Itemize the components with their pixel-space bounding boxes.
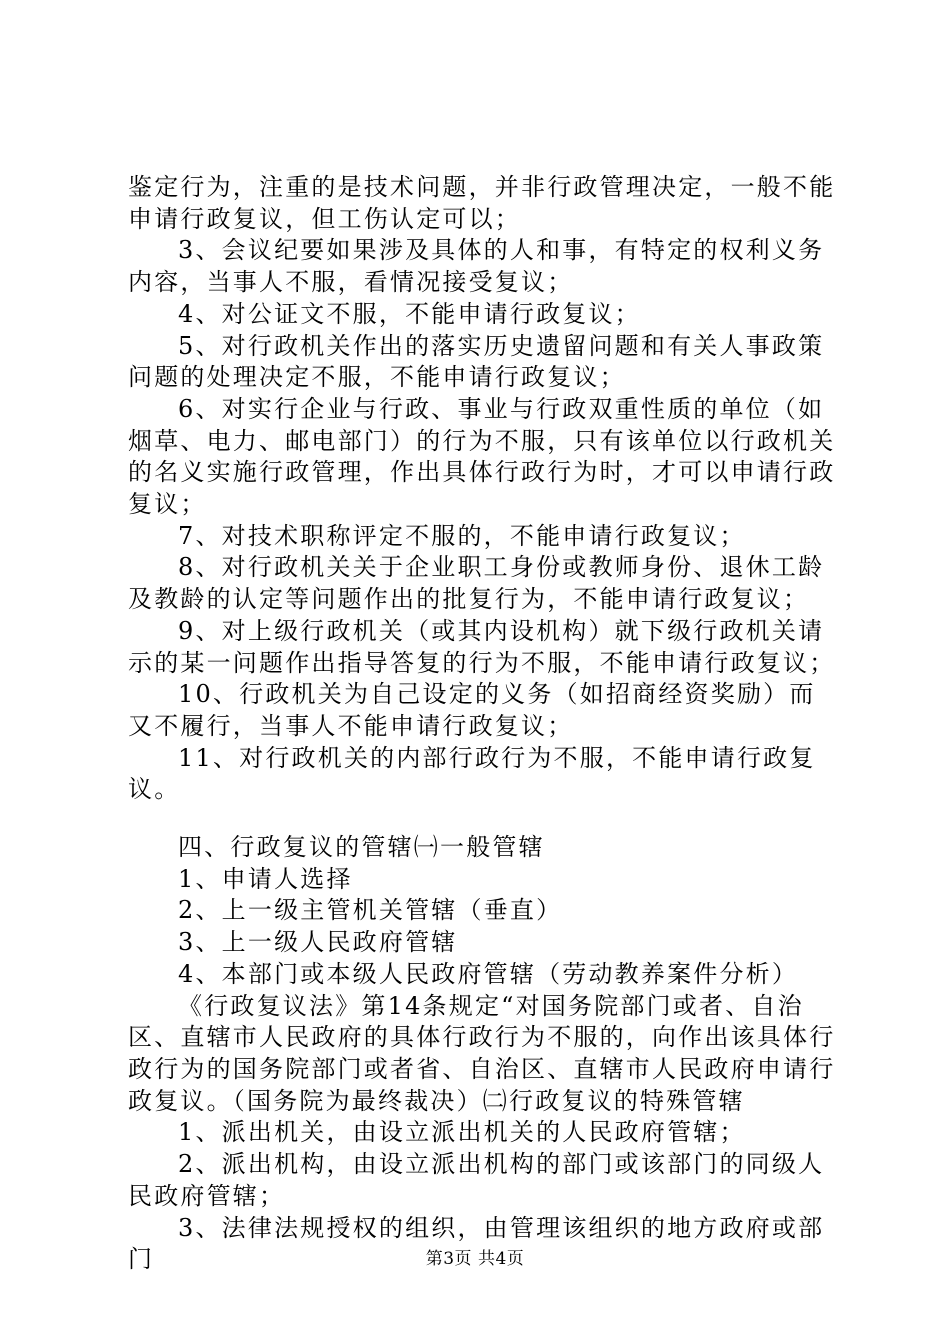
paragraph-group-exclusions	[128, 172, 836, 806]
paragraph: 1、派出机关，由设立派出机关的人民政府管辖；	[178, 1118, 746, 1147]
paragraph: 6、对实行企业与行政、事业与行政双重性质的单位（如烟草、电力、邮电部门）的行为不服，只有该单位以行政机关的名义实施行政管理，作出具体行政行为时，才可以申请行政复议；	[128, 394, 836, 519]
paragraph-group-jurisdiction	[128, 832, 836, 1276]
paragraph: 1、申请人选择	[178, 864, 353, 893]
paragraph: 3、法律法规授权的组织，由管理该组织的地方政府或部门	[128, 1213, 825, 1274]
paragraph: 11、对行政机关的内部行政行为不服，不能申请行政复议。	[128, 743, 816, 804]
paragraph: 2、派出机构，由设立派出机构的部门或该部门的同级人民政府管辖；	[128, 1150, 825, 1210]
paragraph: 8、对行政机关关于企业职工身份或教师身份、退休工龄及教龄的认定等问题作出的批复行为，不能申请行政复议；	[128, 553, 825, 614]
paragraph: 3、会议纪要如果涉及具体的人和事，有特定的权利义务内容，当事人不服，看情况接受复议；	[128, 236, 825, 297]
page-footer: 第3页 共4页	[425, 1249, 525, 1269]
paragraph: 《行政复议法》第14条规定“对国务院部门或者、自治区、直辖市人民政府的具体行政行为不服的，向作出该具体行政行为的国务院部门或者省、自治区、直辖市人民政府申请行政复议。（国务院为最终裁决）㈡行政复议的特殊管辖	[128, 991, 836, 1115]
paragraph-spacer	[128, 806, 836, 832]
paragraph: 4、对公证文不服，不能申请行政复议；	[178, 299, 641, 328]
paragraph: 3、上一级人民政府管辖	[178, 928, 458, 957]
paragraph: 7、对技术职称评定不服的，不能申请行政复议；	[178, 521, 746, 550]
paragraph: 2、上一级主管机关管辖（垂直）	[178, 896, 563, 925]
paragraph: 4、本部门或本级人民政府管辖（劳动教养案件分析）	[178, 959, 799, 988]
document-body	[128, 172, 836, 1276]
paragraph: 5、对行政机关作出的落实历史遗留问题和有关人事政策问题的处理决定不服，不能申请行政复议；	[128, 331, 825, 392]
paragraph: 9、对上级行政机关（或其内设机构）就下级行政机关请示的某一问题作出指导答复的行为不服，不能申请行政复议；	[128, 616, 836, 677]
paragraph: 10、行政机关为自己设定的义务（如招商经资奖励）而又不履行，当事人不能申请行政复议；	[128, 680, 816, 740]
paragraph: 鉴定行为，注重的是技术问题，并非行政管理决定，一般不能申请行政复议，但工伤认定可以；	[128, 173, 836, 233]
paragraph: 四、行政复议的管辖㈠一般管辖	[178, 833, 545, 862]
